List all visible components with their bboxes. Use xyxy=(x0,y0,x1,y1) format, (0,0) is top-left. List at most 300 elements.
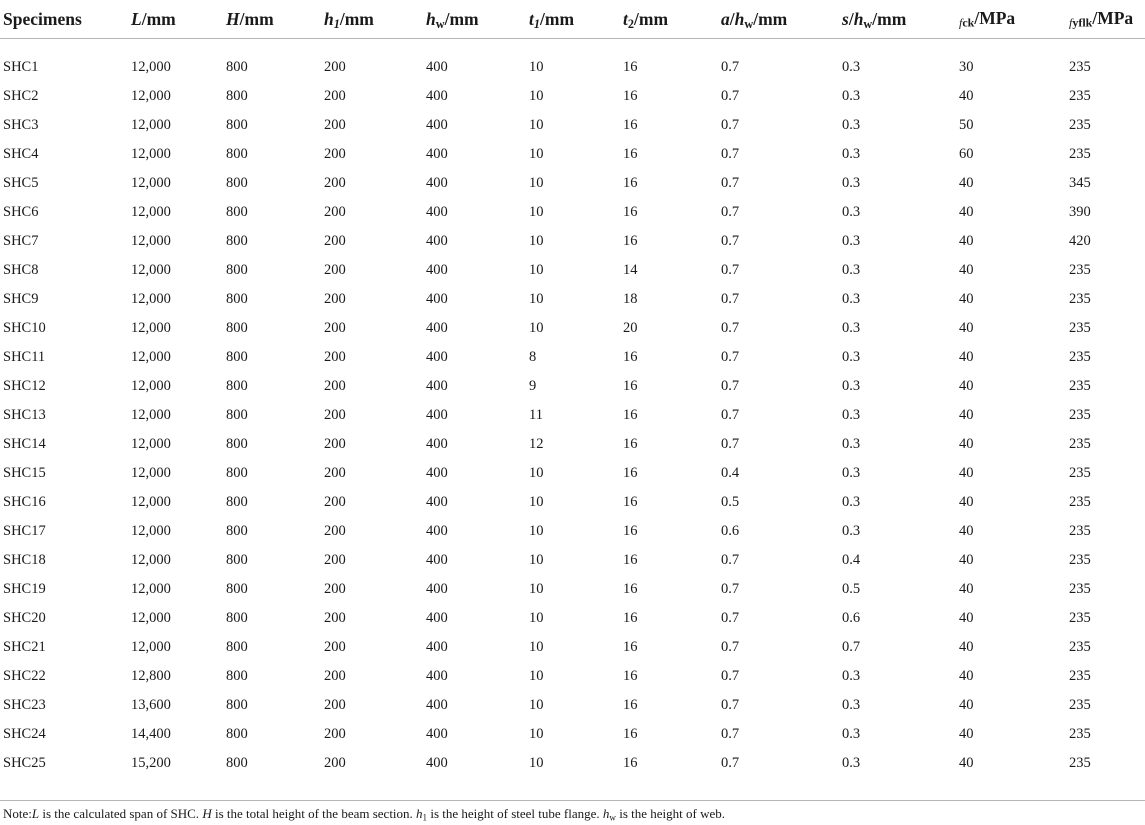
table-cell-span-l: 12,000 xyxy=(131,378,171,394)
table-cell-thickness-t1: 10 xyxy=(529,291,544,307)
table-cell-concrete-strength-fck: 40 xyxy=(959,320,974,336)
table-cell-web-height-hw: 400 xyxy=(426,755,448,771)
table-cell-flange-height-h1: 200 xyxy=(324,320,346,336)
header-subscript: 1 xyxy=(333,16,340,31)
table-cell-thickness-t2: 16 xyxy=(623,755,638,771)
table-cell-thickness-t2: 16 xyxy=(623,204,638,220)
table-cell-ratio-s-hw: 0.3 xyxy=(842,378,861,394)
table-cell-ratio-s-hw: 0.3 xyxy=(842,494,861,510)
table-row xyxy=(0,430,1145,459)
table-cell-height-h: 800 xyxy=(226,697,248,713)
header-symbol: h xyxy=(324,8,334,29)
header-unit: /MPa xyxy=(1092,7,1134,28)
table-cell-thickness-t1: 10 xyxy=(529,668,544,684)
table-cell-ratio-s-hw: 0.3 xyxy=(842,349,861,365)
table-cell-ratio-a-hw: 0.7 xyxy=(721,117,740,133)
bottom-rule xyxy=(0,800,1145,801)
table-cell-steel-strength-fyflk: 235 xyxy=(1069,378,1091,394)
table-cell-thickness-t1: 8 xyxy=(529,349,537,365)
table-cell-web-height-hw: 400 xyxy=(426,59,448,75)
table-cell-ratio-a-hw: 0.7 xyxy=(721,668,740,684)
table-cell-height-h: 800 xyxy=(226,668,248,684)
table-cell-specimens: SHC8 xyxy=(3,262,39,278)
table-cell-span-l: 12,000 xyxy=(131,523,171,539)
table-cell-web-height-hw: 400 xyxy=(426,407,448,423)
table-cell-web-height-hw: 400 xyxy=(426,175,448,191)
table-cell-ratio-s-hw: 0.3 xyxy=(842,175,861,191)
table-cell-ratio-s-hw: 0.3 xyxy=(842,668,861,684)
table-cell-flange-height-h1: 200 xyxy=(324,610,346,626)
table-cell-steel-strength-fyflk: 235 xyxy=(1069,726,1091,742)
table-cell-ratio-s-hw: 0.3 xyxy=(842,465,861,481)
table-cell-ratio-s-hw: 0.3 xyxy=(842,726,861,742)
table-cell-thickness-t1: 10 xyxy=(529,523,544,539)
table-cell-thickness-t1: 9 xyxy=(529,378,537,394)
note-subscript: w xyxy=(609,812,616,823)
table-row xyxy=(0,140,1145,169)
table-cell-specimens: SHC14 xyxy=(3,436,46,452)
table-cell-web-height-hw: 400 xyxy=(426,668,448,684)
table-cell-height-h: 800 xyxy=(226,639,248,655)
table-cell-concrete-strength-fck: 40 xyxy=(959,407,974,423)
table-cell-specimens: SHC9 xyxy=(3,291,39,307)
table-cell-ratio-a-hw: 0.7 xyxy=(721,378,740,394)
table-cell-concrete-strength-fck: 40 xyxy=(959,175,974,191)
table-cell-span-l: 15,200 xyxy=(131,755,171,771)
table-cell-steel-strength-fyflk: 235 xyxy=(1069,465,1091,481)
table-cell-ratio-s-hw: 0.6 xyxy=(842,610,861,626)
table-row xyxy=(0,459,1145,488)
table-row xyxy=(0,256,1145,285)
note-fragment: is the height of steel tube flange. xyxy=(427,806,603,821)
table-cell-flange-height-h1: 200 xyxy=(324,291,346,307)
table-cell-web-height-hw: 400 xyxy=(426,494,448,510)
column-header-thickness-t1 xyxy=(529,0,623,39)
table-cell-concrete-strength-fck: 40 xyxy=(959,697,974,713)
note-fragment: L xyxy=(31,806,40,821)
table-cell-flange-height-h1: 200 xyxy=(324,88,346,104)
table-cell-height-h: 800 xyxy=(226,291,248,307)
table-cell-specimens: SHC4 xyxy=(3,146,39,162)
table-cell-steel-strength-fyflk: 235 xyxy=(1069,639,1091,655)
table-row xyxy=(0,285,1145,314)
table-cell-ratio-a-hw: 0.7 xyxy=(721,262,740,278)
table-cell-span-l: 12,000 xyxy=(131,59,171,75)
table-cell-web-height-hw: 400 xyxy=(426,610,448,626)
table-cell-thickness-t2: 16 xyxy=(623,552,638,568)
header-unit: /h xyxy=(848,8,864,29)
table-row xyxy=(0,633,1145,662)
table-cell-span-l: 12,800 xyxy=(131,668,171,684)
table-cell-flange-height-h1: 200 xyxy=(324,233,346,249)
table-row xyxy=(0,575,1145,604)
table-row xyxy=(0,401,1145,430)
table-cell-ratio-s-hw: 0.7 xyxy=(842,639,861,655)
table-cell-thickness-t2: 16 xyxy=(623,581,638,597)
table-cell-web-height-hw: 400 xyxy=(426,117,448,133)
table-cell-ratio-s-hw: 0.5 xyxy=(842,581,861,597)
table-cell-ratio-a-hw: 0.7 xyxy=(721,407,740,423)
table-cell-ratio-a-hw: 0.7 xyxy=(721,349,740,365)
header-unit-tail: /mm xyxy=(872,8,907,29)
table-cell-thickness-t2: 16 xyxy=(623,494,638,510)
table-cell-steel-strength-fyflk: 235 xyxy=(1069,581,1091,597)
table-cell-concrete-strength-fck: 40 xyxy=(959,349,974,365)
table-row xyxy=(0,82,1145,111)
table-cell-span-l: 12,000 xyxy=(131,204,171,220)
table-cell-concrete-strength-fck: 40 xyxy=(959,523,974,539)
table-cell-span-l: 12,000 xyxy=(131,320,171,336)
table-cell-height-h: 800 xyxy=(226,726,248,742)
table-cell-ratio-a-hw: 0.7 xyxy=(721,610,740,626)
table-cell-ratio-s-hw: 0.3 xyxy=(842,697,861,713)
table-cell-height-h: 800 xyxy=(226,610,248,626)
table-cell-steel-strength-fyflk: 235 xyxy=(1069,88,1091,104)
table-cell-specimens: SHC21 xyxy=(3,639,46,655)
table-row xyxy=(0,198,1145,227)
table-cell-flange-height-h1: 200 xyxy=(324,262,346,278)
table-cell-thickness-t2: 20 xyxy=(623,320,638,336)
table-cell-specimens: SHC18 xyxy=(3,552,46,568)
table-cell-ratio-s-hw: 0.3 xyxy=(842,59,861,75)
table-cell-span-l: 12,000 xyxy=(131,262,171,278)
table-cell-flange-height-h1: 200 xyxy=(324,668,346,684)
table-cell-specimens: SHC17 xyxy=(3,523,46,539)
note-subscript: 1 xyxy=(422,812,428,823)
table-cell-flange-height-h1: 200 xyxy=(324,117,346,133)
table-cell-span-l: 14,400 xyxy=(131,726,171,742)
table-cell-thickness-t1: 10 xyxy=(529,204,544,220)
table-cell-concrete-strength-fck: 40 xyxy=(959,436,974,452)
table-cell-specimens: SHC25 xyxy=(3,755,46,771)
table-cell-steel-strength-fyflk: 420 xyxy=(1069,233,1091,249)
table-cell-thickness-t1: 10 xyxy=(529,552,544,568)
table-cell-ratio-s-hw: 0.3 xyxy=(842,146,861,162)
table-cell-ratio-a-hw: 0.7 xyxy=(721,581,740,597)
table-cell-ratio-s-hw: 0.3 xyxy=(842,320,861,336)
note-fragment: is the calculated span of SHC. xyxy=(39,806,203,821)
table-cell-thickness-t1: 10 xyxy=(529,233,544,249)
table-cell-span-l: 12,000 xyxy=(131,117,171,133)
table-cell-concrete-strength-fck: 40 xyxy=(959,755,974,771)
table-cell-ratio-a-hw: 0.4 xyxy=(721,465,740,481)
table-cell-specimens: SHC20 xyxy=(3,610,46,626)
table-cell-steel-strength-fyflk: 235 xyxy=(1069,146,1091,162)
table-cell-steel-strength-fyflk: 235 xyxy=(1069,610,1091,626)
column-header-web-height-hw xyxy=(426,0,529,39)
table-cell-flange-height-h1: 200 xyxy=(324,494,346,510)
table-cell-ratio-s-hw: 0.4 xyxy=(842,552,861,568)
table-cell-thickness-t2: 16 xyxy=(623,523,638,539)
table-cell-thickness-t1: 10 xyxy=(529,639,544,655)
header-unit: /mm xyxy=(540,8,575,29)
table-cell-specimens: SHC1 xyxy=(3,59,39,75)
header-text: Specimens xyxy=(3,8,82,29)
table-cell-height-h: 800 xyxy=(226,581,248,597)
table-cell-height-h: 800 xyxy=(226,378,248,394)
note-fragment: is the total height of the beam section. xyxy=(211,806,417,821)
table-cell-flange-height-h1: 200 xyxy=(324,59,346,75)
note-fragment: h xyxy=(416,806,423,821)
table-cell-span-l: 12,000 xyxy=(131,146,171,162)
table-cell-thickness-t2: 16 xyxy=(623,349,638,365)
column-header-concrete-strength-fck xyxy=(959,0,1069,39)
table-cell-web-height-hw: 400 xyxy=(426,262,448,278)
table-cell-web-height-hw: 400 xyxy=(426,291,448,307)
table-cell-steel-strength-fyflk: 235 xyxy=(1069,349,1091,365)
table-cell-height-h: 800 xyxy=(226,407,248,423)
table-cell-thickness-t1: 10 xyxy=(529,262,544,278)
table-cell-thickness-t1: 12 xyxy=(529,436,544,452)
header-unit: /mm xyxy=(634,8,669,29)
table-cell-span-l: 12,000 xyxy=(131,175,171,191)
table-cell-height-h: 800 xyxy=(226,552,248,568)
note-text xyxy=(32,806,725,821)
table-cell-steel-strength-fyflk: 235 xyxy=(1069,697,1091,713)
table-cell-span-l: 12,000 xyxy=(131,291,171,307)
table-cell-height-h: 800 xyxy=(226,349,248,365)
table-cell-thickness-t1: 10 xyxy=(529,88,544,104)
table-cell-specimens: SHC13 xyxy=(3,407,46,423)
table-row xyxy=(0,720,1145,749)
table-row xyxy=(0,749,1145,778)
table-cell-concrete-strength-fck: 40 xyxy=(959,204,974,220)
table-cell-ratio-s-hw: 0.3 xyxy=(842,262,861,278)
table-cell-specimens: SHC2 xyxy=(3,88,39,104)
table-cell-specimens: SHC23 xyxy=(3,697,46,713)
table-cell-height-h: 800 xyxy=(226,204,248,220)
table-cell-ratio-a-hw: 0.7 xyxy=(721,175,740,191)
table-row xyxy=(0,517,1145,546)
table-cell-flange-height-h1: 200 xyxy=(324,465,346,481)
table-cell-flange-height-h1: 200 xyxy=(324,697,346,713)
table-cell-height-h: 800 xyxy=(226,59,248,75)
table-cell-thickness-t1: 10 xyxy=(529,755,544,771)
header-unit-subscript: w xyxy=(863,16,873,31)
table-cell-thickness-t1: 11 xyxy=(529,407,543,423)
table-cell-concrete-strength-fck: 40 xyxy=(959,262,974,278)
table-cell-thickness-t2: 16 xyxy=(623,175,638,191)
table-cell-web-height-hw: 400 xyxy=(426,320,448,336)
table-cell-specimens: SHC19 xyxy=(3,581,46,597)
table-cell-specimens: SHC10 xyxy=(3,320,46,336)
table-cell-thickness-t1: 10 xyxy=(529,465,544,481)
header-symbol: s xyxy=(842,8,849,29)
column-header-ratio-s-hw xyxy=(842,0,959,39)
header-symbol: t xyxy=(529,8,534,29)
column-header-span-l xyxy=(131,0,226,39)
table-cell-concrete-strength-fck: 40 xyxy=(959,552,974,568)
table-cell-height-h: 800 xyxy=(226,175,248,191)
table-cell-steel-strength-fyflk: 235 xyxy=(1069,668,1091,684)
table-body xyxy=(0,39,1145,779)
table-cell-span-l: 12,000 xyxy=(131,233,171,249)
table-cell-span-l: 12,000 xyxy=(131,407,171,423)
table-cell-concrete-strength-fck: 40 xyxy=(959,581,974,597)
table-row xyxy=(0,111,1145,140)
table-cell-concrete-strength-fck: 60 xyxy=(959,146,974,162)
table-header-row xyxy=(0,0,1145,39)
table-cell-steel-strength-fyflk: 235 xyxy=(1069,59,1091,75)
table-cell-thickness-t1: 10 xyxy=(529,320,544,336)
table-cell-flange-height-h1: 200 xyxy=(324,146,346,162)
header-unit-subscript: w xyxy=(744,16,754,31)
table-cell-concrete-strength-fck: 30 xyxy=(959,59,974,75)
table-cell-thickness-t1: 10 xyxy=(529,697,544,713)
table-cell-ratio-a-hw: 0.7 xyxy=(721,204,740,220)
table-cell-ratio-s-hw: 0.3 xyxy=(842,233,861,249)
table-cell-thickness-t2: 16 xyxy=(623,436,638,452)
table-cell-concrete-strength-fck: 40 xyxy=(959,639,974,655)
table-cell-specimens: SHC12 xyxy=(3,378,46,394)
table-cell-span-l: 13,600 xyxy=(131,697,171,713)
table-cell-thickness-t2: 16 xyxy=(623,59,638,75)
table-cell-span-l: 12,000 xyxy=(131,494,171,510)
table-cell-flange-height-h1: 200 xyxy=(324,581,346,597)
table-cell-ratio-s-hw: 0.3 xyxy=(842,436,861,452)
table-cell-ratio-s-hw: 0.3 xyxy=(842,407,861,423)
table-cell-ratio-a-hw: 0.7 xyxy=(721,291,740,307)
table-cell-ratio-a-hw: 0.7 xyxy=(721,639,740,655)
header-symbol: h xyxy=(426,8,436,29)
note-fragment: is the height of web. xyxy=(615,806,726,821)
table-row xyxy=(0,604,1145,633)
table-cell-concrete-strength-fck: 40 xyxy=(959,88,974,104)
header-subscript: w xyxy=(435,16,445,31)
table-cell-height-h: 800 xyxy=(226,233,248,249)
table-cell-thickness-t1: 10 xyxy=(529,581,544,597)
table-cell-concrete-strength-fck: 40 xyxy=(959,494,974,510)
table-cell-span-l: 12,000 xyxy=(131,610,171,626)
table-cell-steel-strength-fyflk: 345 xyxy=(1069,175,1091,191)
header-subscript: ck xyxy=(962,15,975,30)
table-cell-concrete-strength-fck: 50 xyxy=(959,117,974,133)
table-cell-web-height-hw: 400 xyxy=(426,233,448,249)
table-cell-thickness-t2: 14 xyxy=(623,262,638,278)
table-cell-specimens: SHC11 xyxy=(3,349,46,365)
table-cell-thickness-t2: 16 xyxy=(623,697,638,713)
table-cell-concrete-strength-fck: 40 xyxy=(959,610,974,626)
note-fragment: h xyxy=(602,806,610,821)
note-fragment: H xyxy=(202,806,212,821)
table-cell-height-h: 800 xyxy=(226,262,248,278)
note-label: Note: xyxy=(3,806,32,821)
table-cell-steel-strength-fyflk: 235 xyxy=(1069,755,1091,771)
header-symbol: t xyxy=(623,8,628,29)
table-cell-ratio-a-hw: 0.7 xyxy=(721,436,740,452)
header-unit: /MPa xyxy=(974,7,1016,28)
header-unit: /mm xyxy=(239,8,274,29)
table-cell-ratio-a-hw: 0.7 xyxy=(721,697,740,713)
table-cell-web-height-hw: 400 xyxy=(426,378,448,394)
table-row xyxy=(0,39,1145,83)
table-row xyxy=(0,343,1145,372)
column-header-thickness-t2 xyxy=(623,0,721,39)
table-cell-span-l: 12,000 xyxy=(131,349,171,365)
table-cell-thickness-t1: 10 xyxy=(529,117,544,133)
table-cell-steel-strength-fyflk: 235 xyxy=(1069,523,1091,539)
table-cell-web-height-hw: 400 xyxy=(426,146,448,162)
table-cell-thickness-t1: 10 xyxy=(529,494,544,510)
header-unit: /mm xyxy=(141,8,176,29)
table-cell-flange-height-h1: 200 xyxy=(324,726,346,742)
table-cell-ratio-s-hw: 0.3 xyxy=(842,88,861,104)
table-cell-ratio-a-hw: 0.7 xyxy=(721,320,740,336)
column-header-ratio-a-hw xyxy=(721,0,842,39)
table-row xyxy=(0,488,1145,517)
header-unit: /h xyxy=(729,8,745,29)
table-cell-ratio-a-hw: 0.7 xyxy=(721,726,740,742)
table-cell-ratio-a-hw: 0.6 xyxy=(721,523,740,539)
table-cell-web-height-hw: 400 xyxy=(426,349,448,365)
table-cell-flange-height-h1: 200 xyxy=(324,755,346,771)
table-cell-height-h: 800 xyxy=(226,494,248,510)
table-cell-height-h: 800 xyxy=(226,523,248,539)
table-row xyxy=(0,546,1145,575)
table-cell-specimens: SHC22 xyxy=(3,668,46,684)
table-cell-ratio-a-hw: 0.5 xyxy=(721,494,740,510)
table-cell-web-height-hw: 400 xyxy=(426,552,448,568)
table-cell-height-h: 800 xyxy=(226,755,248,771)
table-cell-ratio-s-hw: 0.3 xyxy=(842,291,861,307)
table-cell-steel-strength-fyflk: 235 xyxy=(1069,291,1091,307)
header-unit: /mm xyxy=(339,8,374,29)
table-cell-specimens: SHC7 xyxy=(3,233,39,249)
table-cell-height-h: 800 xyxy=(226,465,248,481)
table-cell-span-l: 12,000 xyxy=(131,436,171,452)
table-cell-span-l: 12,000 xyxy=(131,581,171,597)
table-row xyxy=(0,691,1145,720)
header-subscript: 1 xyxy=(533,16,540,31)
table-cell-thickness-t1: 10 xyxy=(529,175,544,191)
table-cell-flange-height-h1: 200 xyxy=(324,378,346,394)
header-symbol: f xyxy=(1069,15,1073,30)
table-cell-concrete-strength-fck: 40 xyxy=(959,668,974,684)
table-cell-span-l: 12,000 xyxy=(131,465,171,481)
table-cell-ratio-s-hw: 0.3 xyxy=(842,755,861,771)
table-cell-thickness-t2: 16 xyxy=(623,88,638,104)
table-cell-thickness-t1: 10 xyxy=(529,610,544,626)
table-cell-ratio-a-hw: 0.7 xyxy=(721,88,740,104)
table-cell-thickness-t2: 16 xyxy=(623,378,638,394)
header-symbol: a xyxy=(721,8,730,29)
table-cell-ratio-a-hw: 0.7 xyxy=(721,552,740,568)
table-cell-concrete-strength-fck: 40 xyxy=(959,726,974,742)
table-cell-thickness-t2: 16 xyxy=(623,146,638,162)
table-cell-thickness-t1: 10 xyxy=(529,146,544,162)
table-cell-flange-height-h1: 200 xyxy=(324,436,346,452)
table-cell-concrete-strength-fck: 40 xyxy=(959,233,974,249)
table-cell-flange-height-h1: 200 xyxy=(324,204,346,220)
table-cell-ratio-s-hw: 0.3 xyxy=(842,523,861,539)
table-cell-web-height-hw: 400 xyxy=(426,204,448,220)
table-cell-web-height-hw: 400 xyxy=(426,523,448,539)
table-cell-steel-strength-fyflk: 235 xyxy=(1069,552,1091,568)
table-cell-web-height-hw: 400 xyxy=(426,88,448,104)
table-cell-flange-height-h1: 200 xyxy=(324,523,346,539)
table-cell-web-height-hw: 400 xyxy=(426,639,448,655)
table-cell-concrete-strength-fck: 40 xyxy=(959,291,974,307)
table-cell-concrete-strength-fck: 40 xyxy=(959,378,974,394)
header-symbol: H xyxy=(226,8,240,29)
table-cell-web-height-hw: 400 xyxy=(426,436,448,452)
table-cell-ratio-s-hw: 0.3 xyxy=(842,117,861,133)
table-cell-ratio-a-hw: 0.7 xyxy=(721,233,740,249)
column-header-height-h xyxy=(226,0,324,39)
header-unit-tail: /mm xyxy=(753,8,788,29)
table-cell-specimens: SHC24 xyxy=(3,726,46,742)
table-cell-span-l: 12,000 xyxy=(131,88,171,104)
